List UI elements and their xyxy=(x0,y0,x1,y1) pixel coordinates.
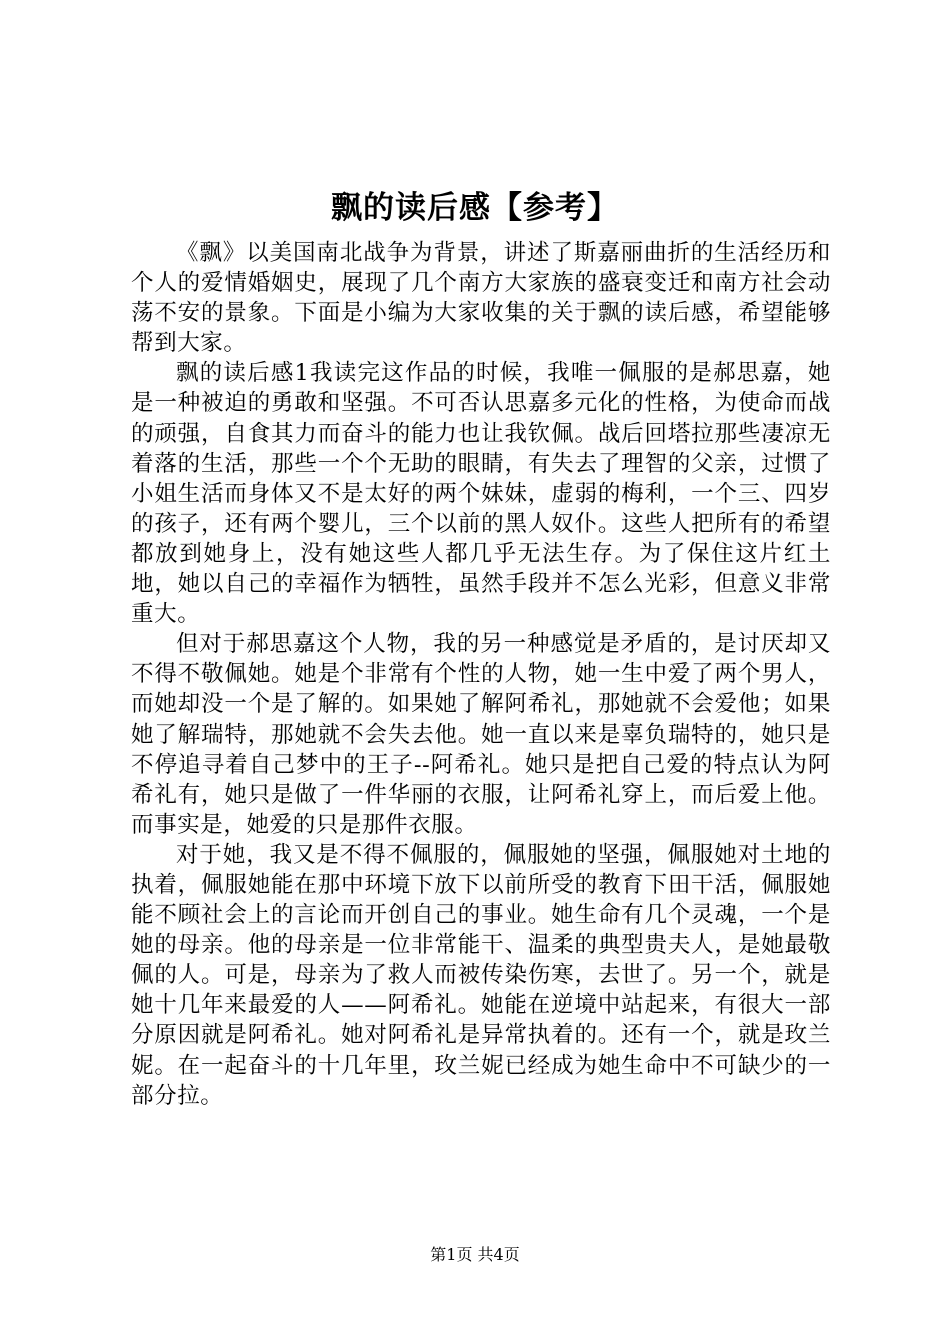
paragraph-reflection-1: 飘的读后感1我读完这作品的时候，我唯一佩服的是郝思嘉，她是一种被迫的勇敢和坚强。不可否认思嘉多元化的性格，为使命而战的顽强，自食其力而奋斗的能力也让我钦佩。战后回塔拉那些凄凉无着落的生活，那些一个个无助的眼睛，有失去了理智的父亲，过惯了小姐生活而身体又不是太好的两个妹妹，虚弱的梅利，一个三、四岁的孩子，还有两个婴儿，三个以前的黑人奴仆。这些人把所有的希望都放到她身上，没有她这些人都几乎无法生存。为了保住这片红土地，她以自己的幸福作为牺牲，虽然手段并不怎么光彩，但意义非常重大。 xyxy=(131,360,831,628)
document-body xyxy=(131,238,831,1111)
page-footer: 第1页 共4页 xyxy=(430,1245,520,1264)
document-title: 飘的读后感【参考】 xyxy=(331,190,619,226)
paragraph-admiration: 对于她，我又是不得不佩服的，佩服她的坚强，佩服她对土地的执着，佩服她能在那中环境下放下以前所受的教育下田干活，佩服她能不顾社会上的言论而开创自己的事业。她生命有几个灵魂，一个是她的母亲。他的母亲是一位非常能干、温柔的典型贵夫人，是她最敬佩的人。可是，母亲为了救人而被传染伤寒，去世了。另一个，就是她十几年来最爱的人——阿希礼。她能在逆境中站起来，有很大一部分原因就是阿希礼。她对阿希礼是异常执着的。还有一个，就是玫兰妮。在一起奋斗的十几年里，玫兰妮已经成为她生命中不可缺少的一部分拉。 xyxy=(131,841,831,1109)
paragraph-contradiction: 但对于郝思嘉这个人物，我的另一种感觉是矛盾的，是讨厌却又不得不敬佩她。她是个非常有个性的人物，她一生中爱了两个男人，而她却没一个是了解的。如果她了解阿希礼，那她就不会爱他；如果她了解瑞特，那她就不会失去他。她一直以来是辜负瑞特的，她只是不停追寻着自己梦中的王子--阿希礼。她只是把自己爱的特点认为阿希礼有，她只是做了一件华丽的衣服，让阿希礼穿上，而后爱上他。而事实是，她爱的只是那件衣服。 xyxy=(131,631,831,838)
paragraph-intro: 《飘》以美国南北战争为背景，讲述了斯嘉丽曲折的生活经历和个人的爱情婚姻史，展现了几个南方大家族的盛衰变迁和南方社会动荡不安的景象。下面是小编为大家收集的关于飘的读后感，希望能够帮到大家。 xyxy=(131,240,831,357)
